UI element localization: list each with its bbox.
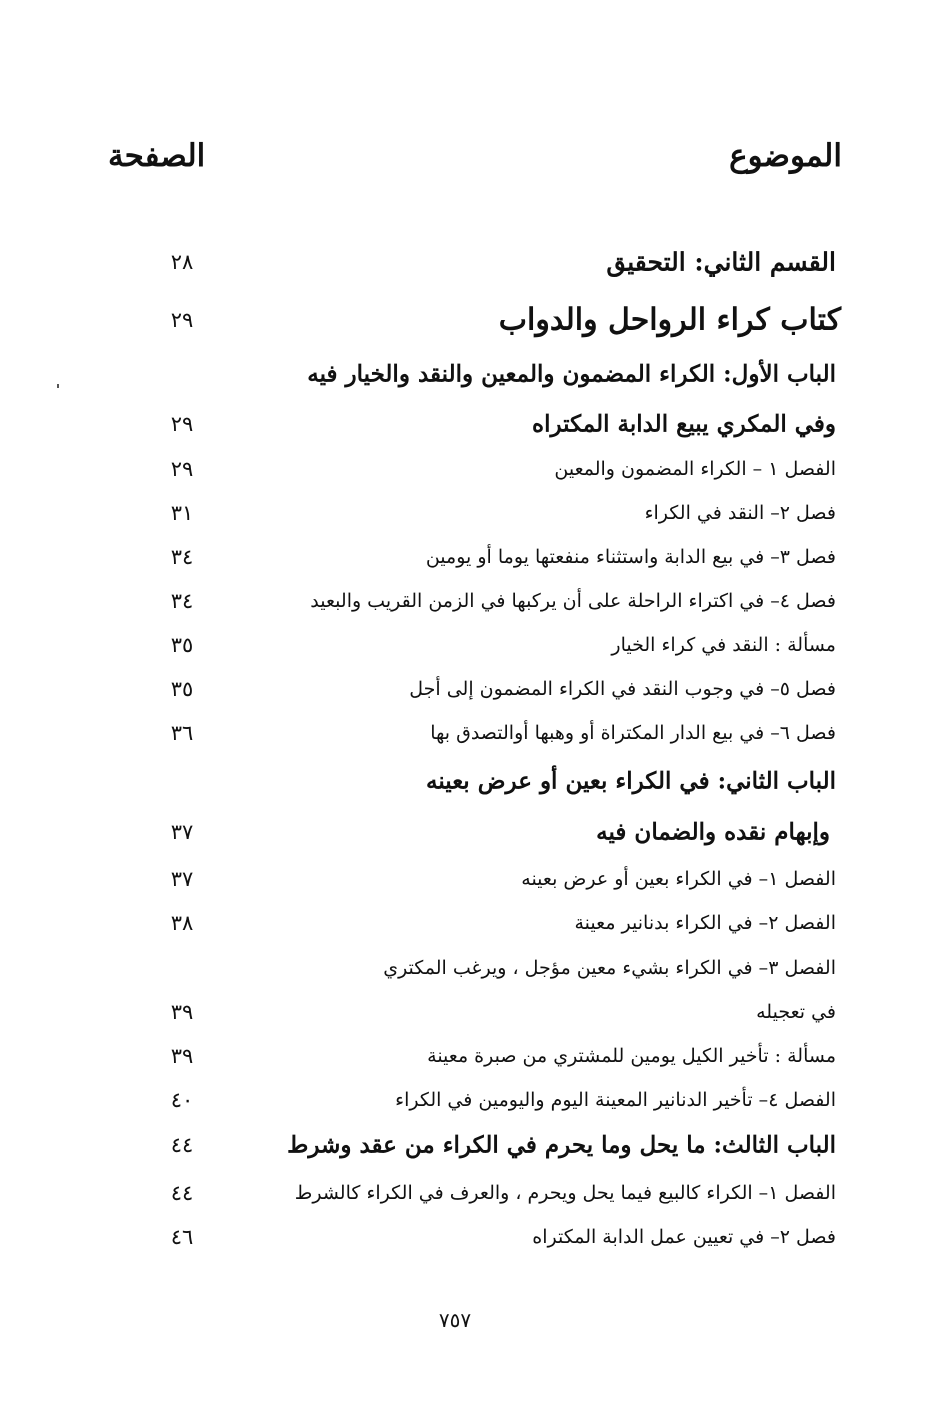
- toc-entry-title: مسألة : النقد في كراء الخيار: [611, 634, 836, 656]
- page-column-header: الصفحة: [108, 138, 206, 174]
- toc-entry-title: الفصل ١ – الكراء المضمون والمعين: [554, 458, 836, 480]
- toc-entry-page: ٤٠: [170, 1088, 194, 1112]
- toc-entry-page: ٢٩: [170, 308, 194, 332]
- toc-entry-title: الفصل ٢– في الكراء بدنانير معينة: [574, 912, 836, 934]
- toc-entry-page: ٣٥: [170, 677, 194, 701]
- toc-entry-page: ٤٤: [170, 1181, 194, 1205]
- toc-entry-title: فصل ٢– النقد في الكراء: [644, 502, 836, 524]
- page-number: ٧٥٧: [438, 1308, 472, 1332]
- toc-entry-page: ٣٩: [170, 1000, 194, 1024]
- toc-entry-page: ٢٩: [170, 457, 194, 481]
- toc-entry-title: القسم الثاني: التحقيق: [606, 247, 836, 277]
- toc-entry-title: في تعجيله: [756, 1001, 836, 1023]
- toc-entry-title: فصل ٣– في بيع الدابة واستثناء منفعتها يوما أو يومين: [425, 546, 836, 568]
- toc-entry-page: ٣١: [170, 501, 194, 525]
- toc-entry-page: ٣٧: [170, 820, 194, 844]
- toc-entry-page: ٣٦: [170, 721, 194, 745]
- toc-entry-title: فصل ٥– في وجوب النقد في الكراء المضمون إلى أجل: [409, 678, 836, 700]
- toc-entry-title: الفصل ١– في الكراء بعين أو عرض بعينه: [521, 868, 836, 890]
- toc-entry-title: الباب الثاني: في الكراء بعين أو عرض بعينه: [426, 767, 836, 795]
- toc-entry-page: ٤٤: [170, 1133, 194, 1157]
- toc-entry-page: ٣٥: [170, 633, 194, 657]
- toc-entry-title: كتاب كراء الرواحل والدواب: [498, 302, 841, 338]
- toc-entry-title: الباب الأول: الكراء المضمون والمعين والنقد والخيار فيه: [307, 360, 836, 388]
- toc-entry-title: الباب الثالث: ما يحل وما يحرم في الكراء من عقد وشرط: [287, 1131, 836, 1159]
- toc-entry-page: ٣٧: [170, 867, 194, 891]
- toc-entry-title: الفصل ٤– تأخير الدنانير المعينة اليوم واليومين في الكراء: [395, 1089, 836, 1111]
- toc-entry-title: الفصل ١– الكراء كالبيع فيما يحل ويحرم ، والعرف في الكراء كالشرط: [294, 1182, 836, 1204]
- toc-entry-page: ٢٨: [170, 250, 194, 274]
- toc-entry-page: ٣٨: [170, 911, 194, 935]
- toc-entry-title: وإبهام نقده والضمان فيه: [596, 818, 830, 846]
- toc-entry-title: وفي المكري يبيع الدابة المكتراه: [532, 410, 836, 438]
- topic-column-header: الموضوع: [729, 138, 842, 174]
- toc-entry-page: ٢٩: [170, 412, 194, 436]
- toc-entry-title: مسألة : تأخير الكيل يومين للمشتري من صبرة معينة: [427, 1045, 836, 1067]
- toc-entry-page: ٣٩: [170, 1044, 194, 1068]
- toc-entry-page: ٤٦: [170, 1225, 194, 1249]
- toc-entry-page: ٣٤: [170, 545, 194, 569]
- toc-entry-title: الفصل ٣– في الكراء بشيء معين مؤجل ، ويرغب المكتري: [383, 957, 836, 979]
- toc-entry-page: ٣٤: [170, 589, 194, 613]
- scan-speck: [57, 384, 59, 388]
- toc-entry-title: فصل ٦– في بيع الدار المكتراة أو وهبها أوالتصدق بها: [430, 722, 836, 744]
- toc-entry-title: فصل ٤– في اكتراء الراحلة على أن يركبها في الزمن القريب والبعيد: [310, 590, 836, 612]
- toc-entry-title: فصل ٢– في تعيين عمل الدابة المكتراه: [532, 1226, 836, 1248]
